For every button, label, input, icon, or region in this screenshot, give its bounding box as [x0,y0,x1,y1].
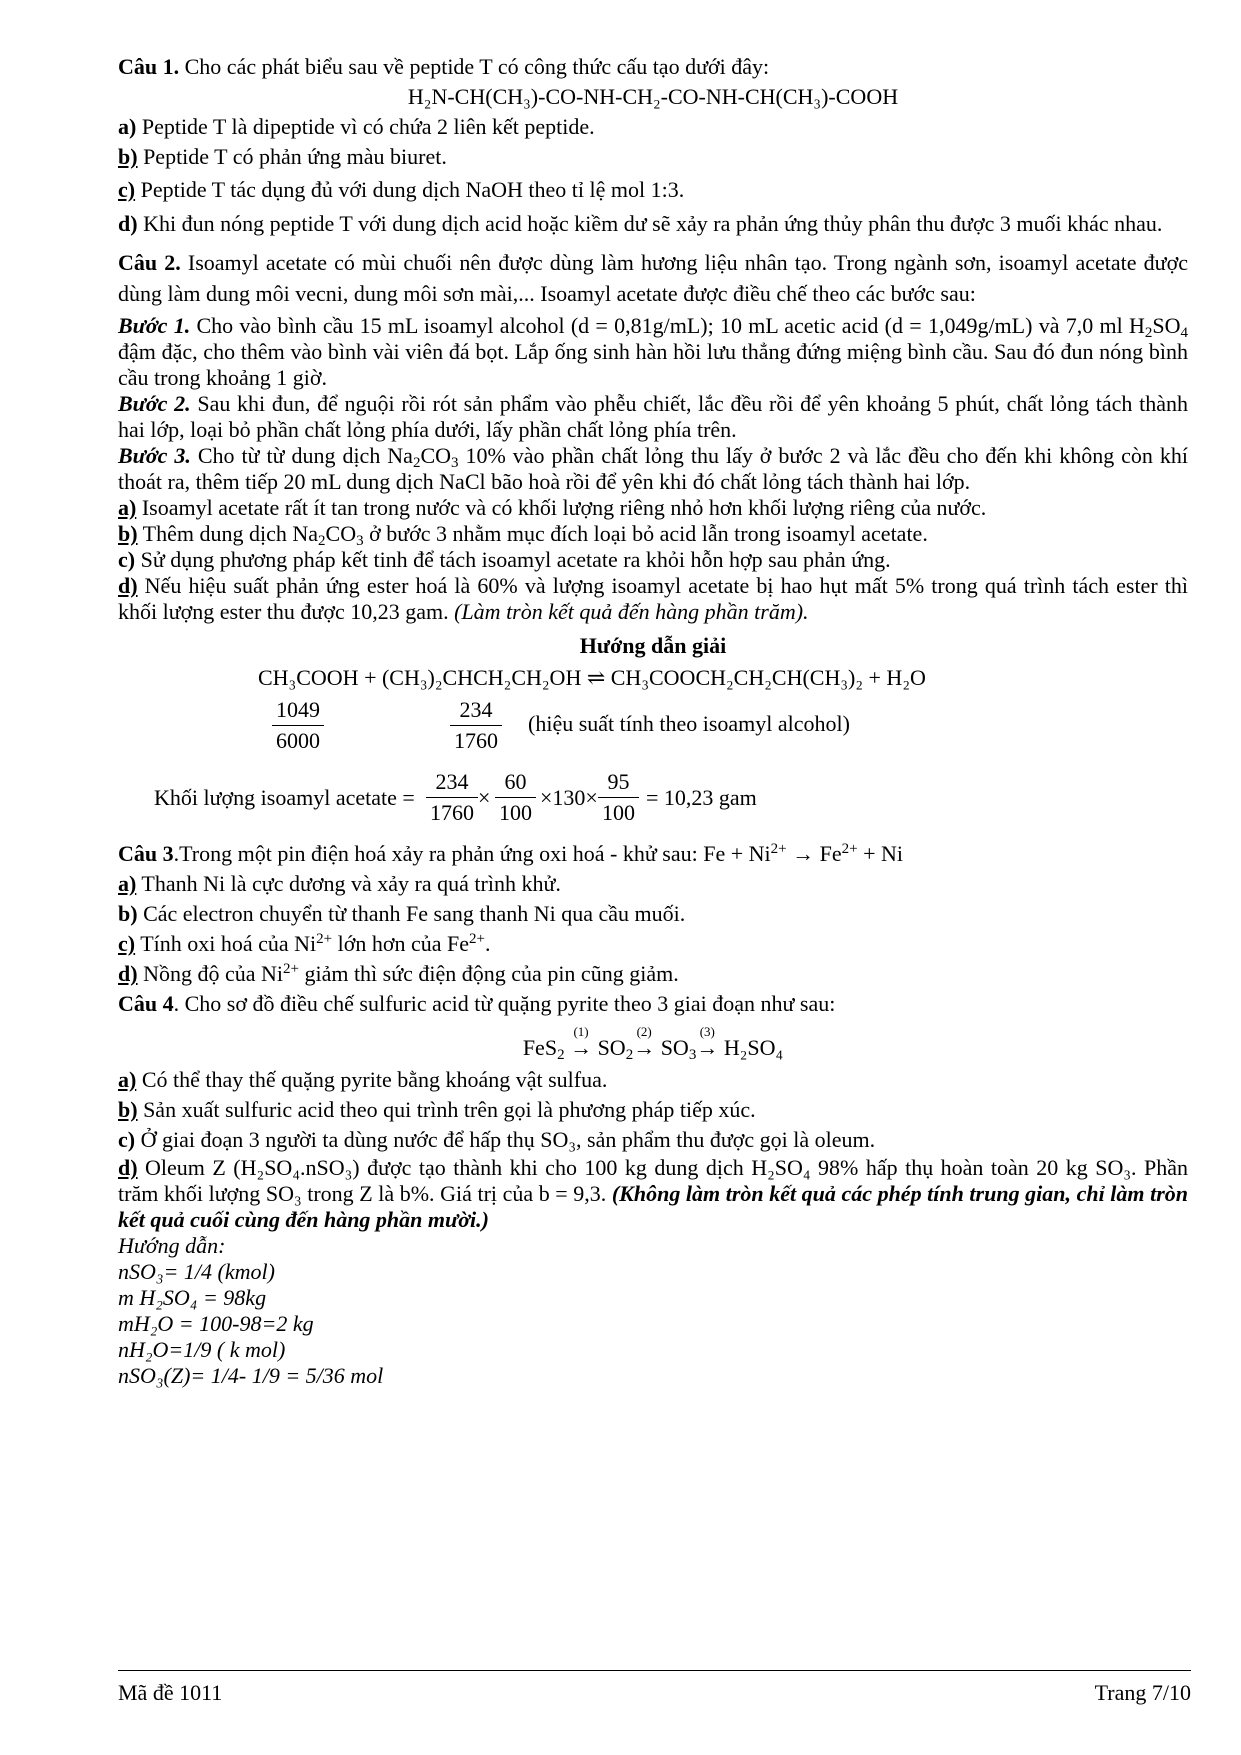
page-content [118,52,1188,1389]
q3-option-a: a) Thanh Ni là cực dương và xảy ra quá trình khử. [118,871,561,896]
q2-stem: Câu 2. Isoamyl acetate có mùi chuối nên được dùng làm hương liệu nhân tạo. Trong ngành sơn, isoamyl acetate được dùng làm dung môi vecni, dung môi sơn mài,... Isoamyl acetate được điều chế theo các bước sau: [118,250,1188,306]
q2-option-b: b) Thêm dung dịch $Na_2CO_3$ ở bước 3 nhằm mục đích loại bỏ acid lẫn trong isoamyl acetate. [118,521,928,549]
q2-guide-title: Hướng dẫn giải [579,633,727,658]
fraction-acid: $\frac{1049}{6000}$ [272,695,324,756]
question-1 [118,52,1188,239]
q2-step-3: Bước 3. Cho từ từ dung dịch $Na_2CO_3$ 10% vào phần chất lỏng thu lấy ở bước 2 và lắc đều cho đến khi không còn khí thoát ra, thêm tiếp 20 mL dung dịch NaCl bão hoà rồi để yên khi đó chất lỏng tách thành hai lớp. [118,443,1188,494]
q1-option-a: a) Peptide T là dipeptide vì có chứa 2 liên kết peptide. [118,114,595,139]
fraction-note: (hiệu suất tính theo isoamyl alcohol) [528,711,850,736]
q3-option-d: d) Nồng độ của $Ni^{2+}$ giảm thì sức điện động của pin cũng giảm. [118,961,679,986]
mass-fraction-1: $\frac{234}{1760}$ [426,767,478,828]
q4-option-c: c) Ở giai đoạn 3 người ta dùng nước để hấp thụ SO₃, sản phẩm thu được gọi là oleum. [118,1127,876,1152]
q2-option-a: a) Isoamyl acetate rất ít tan trong nước và có khối lượng riêng nhỏ hơn khối lượng riêng của nước. [118,495,987,520]
q3-option-b: b) Các electron chuyển từ thanh Fe sang thanh Ni qua cầu muối. [118,901,686,926]
question-4 [118,989,1188,1389]
footer-divider [118,1670,1191,1671]
question-2 [118,247,1188,833]
q3-stem: Câu 3.Trong một pin điện hoá xảy ra phản ứng oxi hoá - khử sau: $Fe + Ni^{2+} \to Fe^{2+} + Ni$ [118,841,903,866]
q2-option-c: c) Sử dụng phương pháp kết tinh để tách isoamyl acetate ra khỏi hỗn hợp sau phản ứng. [118,547,891,572]
q1-formula: H₂N-CH(CH₃)-CO-NH-CH₂-CO-NH-CH(CH₃)-COOH [407,84,899,109]
mass-fraction-2: $\frac{60}{100}$ [495,767,536,828]
question-3 [118,839,1188,989]
q1-label: Câu 1. [118,54,180,79]
q2-option-d: d) Nếu hiệu suất phản ứng ester hoá là 60% và lượng isoamyl acetate bị hao hụt mất 5% trong quá trình tách ester thì khối lượng ester thu được 10,23 gam. (Làm tròn kết quả đến hàng phần trăm). [118,573,1188,624]
q2-reaction: CH₃COOH + (CH₃)₂CHCH₂CH₂OH ⇌ CH₃COOCH₂CH₂CH(CH₃)₂ + H₂O [258,665,926,690]
fraction-alcohol: $\frac{234}{1760}$ [450,695,502,756]
q2-step-2: Bước 2. Sau khi đun, để nguội rồi rót sản phẩm vào phễu chiết, lắc đều rồi để yên khoảng 5 phút, chất lỏng tách thành hai lớp, loại bỏ phần chất lỏng phía dưới, lấy phần chất lỏng phía trên. [118,391,1188,442]
q4-scheme: FeS$_2$ (1) → $SO_2$ (2) → $SO_3$ (3) → H₂SO₄ [522,1024,784,1063]
q4-guide-line-2: m H₂SO₄ = 98kg [118,1285,267,1310]
q1-option-d: d) Khi đun nóng peptide T với dung dịch acid hoặc kiềm dư sẽ xảy ra phản ứng thủy phân thu được 3 muối khác nhau. [118,211,1163,236]
q2-step-1: Bước 1. Cho vào bình cầu 15 mL isoamyl alcohol (d = 0,81g/mL); 10 mL acetic acid (d = 1,049g/mL) và 7,0 ml $H_2SO_4$ đậm đặc, cho thêm vào bình vài viên đá bọt. Lắp ống sinh hàn hồi lưu thẳng đứng miệng bình cầu. Sau đó đun nóng bình cầu trong khoảng 1 giờ. [118,313,1188,390]
q1-option-b: b) Peptide T có phản ứng màu biuret. [118,144,447,169]
q2-mass-row: Khối lượng isoamyl acetate = $\frac{234}{1760}$ × $\frac{60}{100}$ ×130× $\frac{95}{100}$ = 10,23 gam [118,767,1188,833]
q1-option-c: c) Peptide T tác dụng đủ với dung dịch NaOH theo tỉ lệ mol 1:3. [118,177,685,202]
q4-stem: Câu 4. Cho sơ đồ điều chế sulfuric acid từ quặng pyrite theo 3 giai đoạn như sau: [118,991,836,1016]
q4-guide-line-1: nSO₃= 1/4 (kmol) [118,1259,275,1284]
exam-code: Mã đề 1011 [118,1680,223,1705]
page-number: Trang 7/10 [1094,1680,1191,1705]
q3-option-c: c) Tính oxi hoá của $Ni^{2+}$ lớn hơn của $Fe^{2+}$. [118,931,491,956]
q4-guide-line-4: nH₂O=1/9 ( k mol) [118,1337,286,1362]
q4-option-d: d) Oleum Z (H₂SO₄.nSO₃) được tạo thành khi cho 100 kg dung dịch H₂SO₄ 98% hấp thụ hoàn toàn 20 kg SO₃. Phần trăm khối lượng SO₃ trong Z là b%. Giá trị của b = 9,3. (Không làm tròn kết quả các phép tính trung gian, chỉ làm tròn kết quả cuối cùng đến hàng phần mười.) [118,1155,1188,1232]
q2-fraction-row [118,695,1188,761]
q4-guide-label: Hướng dẫn: [118,1233,226,1258]
q4-option-b: b) Sản xuất sulfuric acid theo qui trình trên gọi là phương pháp tiếp xúc. [118,1097,756,1122]
mass-fraction-3: $\frac{95}{100}$ [598,767,639,828]
q1-stem: Câu 1. Cho các phát biểu sau về peptide T có công thức cấu tạo dưới đây: [118,54,770,79]
q4-guide-line-5: nSO₃(Z)= 1/4- 1/9 = 5/36 mol [118,1363,384,1388]
q4-option-a: a) Có thể thay thế quặng pyrite bằng khoáng vật sulfua. [118,1067,608,1092]
q4-guide-line-3: mH₂O = 100-98=2 kg [118,1311,314,1336]
